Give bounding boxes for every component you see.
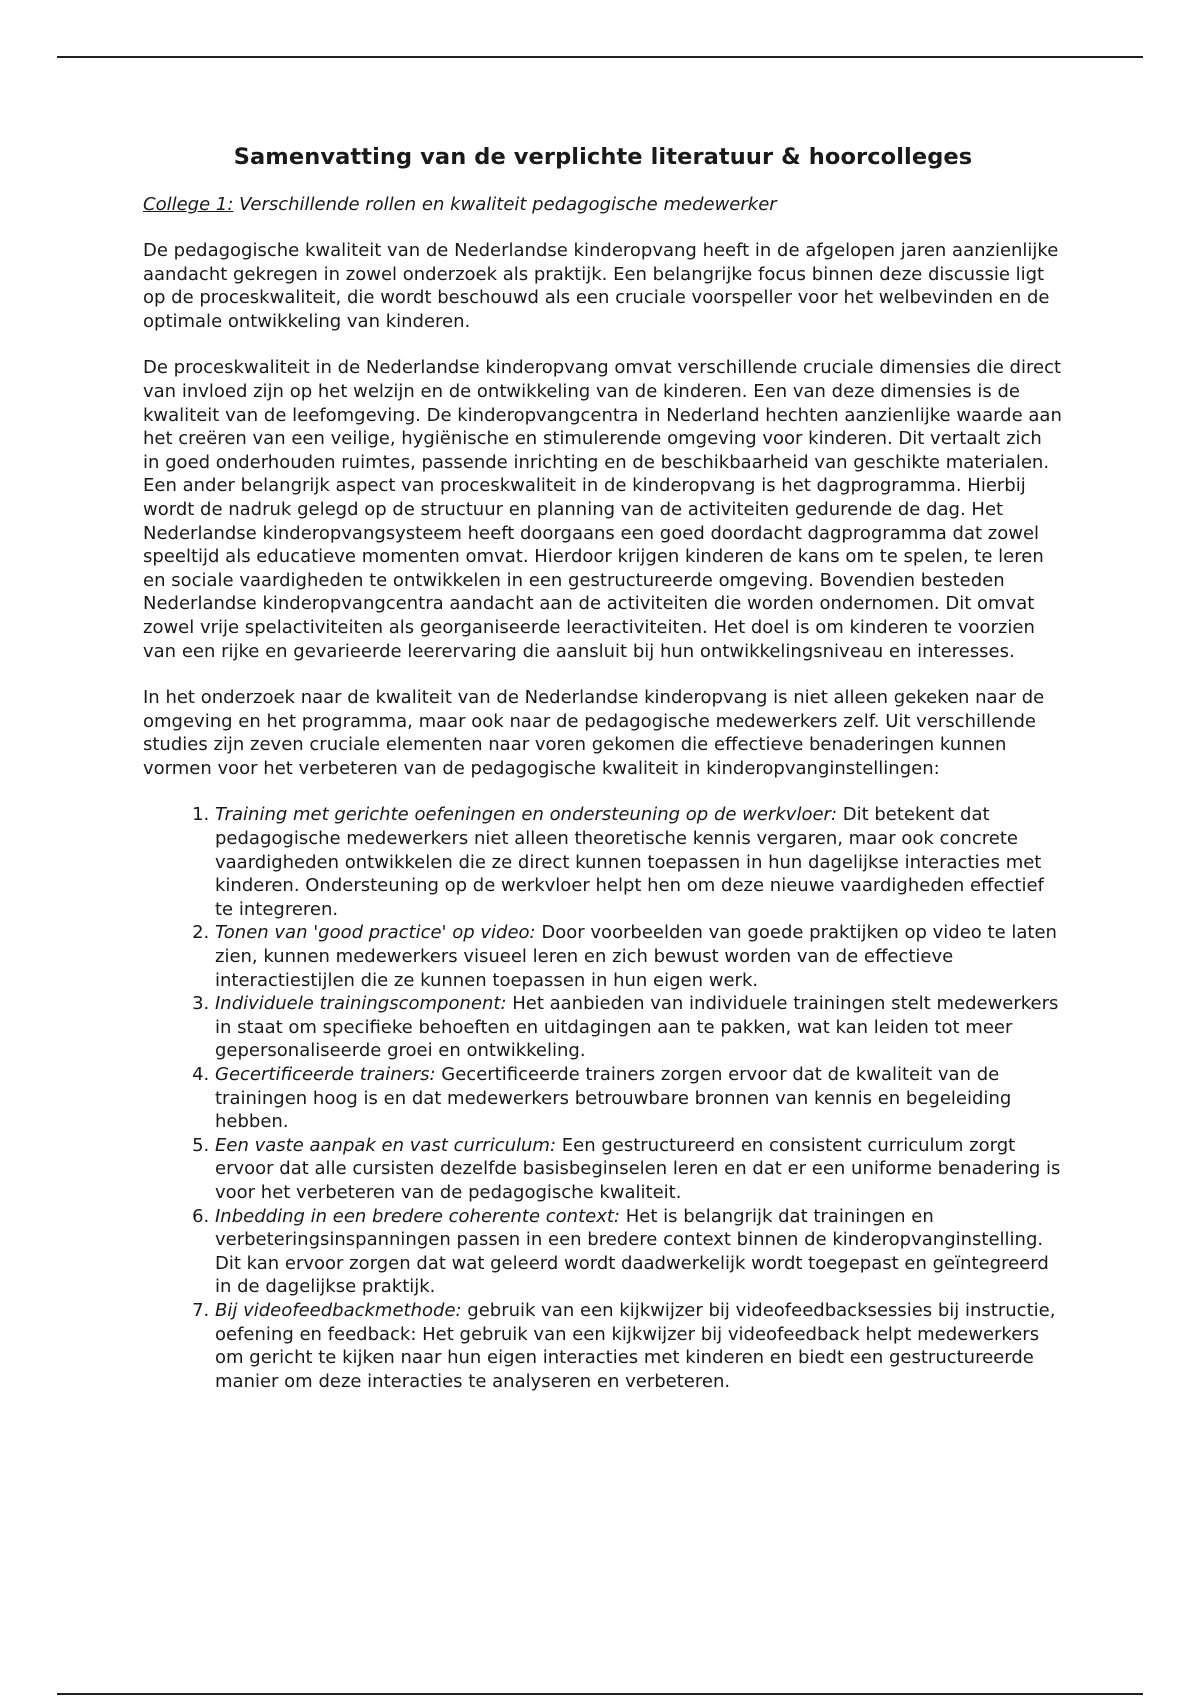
list-item	[215, 1134, 1063, 1205]
list-item-text: Dit betekent dat pedagogische medewerkers niet alleen theoretische kennis vergaren, maar ook concrete vaardigheden ontwikkelen die ze direct kunnen toepassen in hun dagelijkse interacties met kinderen. Ondersteuning op de werkvloer helpt hen om deze nieuwe vaardigheden effectief te integreren.	[215, 804, 1044, 920]
college-label: College 1:	[143, 194, 234, 215]
list-item-term: Gecertificeerde trainers:	[215, 1064, 436, 1085]
list-item-term: Tonen van 'good practice' op video:	[215, 922, 536, 944]
list-item-text: Het is belangrijk dat trainingen en verbeteringsinspanningen passen in een bredere context binnen de kinderopvanginstelling. Dit kan ervoor zorgen dat wat geleerd wordt daadwerkelijk wordt toegepast en geïntegreerd in de dagelijkse praktijk.	[215, 1205, 1049, 1298]
paragraph-proceskwaliteit: De proceskwaliteit in de Nederlandse kinderopvang omvat verschillende cruciale dimensies die direct van invloed zijn op het welzijn en de ontwikkeling van de kinderen. Een van deze dimensies is de kwaliteit van de leefomgeving. De kinderopvangcentra in Nederland hechten aanzienlijke waarde aan het creëren van een veilige, hygiënische en stimulerende omgeving voor kinderen. Dit vertaalt zich in goed onderhouden ruimtes, passende inrichting en de beschikbaarheid van geschikte materialen. Een ander belangrijk aspect van proceskwaliteit in de kinderopvang is het dagprogramma. Hierbij wordt de nadruk gelegd op de structuur en planning van de activiteiten gedurende de dag. Het Nederlandse kinderopvangsysteem heeft doorgaans een goed doordacht dagprogramma dat zowel speeltijd als educatieve momenten omvat. Hierdoor krijgen kinderen de kans om te spelen, te leren en sociale vaardigheden te ontwikkelen in een gestructureerde omgeving. Bovendien besteden Nederlandse kinderopvangcentra aandacht aan de activiteiten die worden ondernomen. Dit omvat zowel vrije spelactiviteiten als georganiseerde leeractiviteiten. Het doel is om kinderen te voorzien van een rijke en gevarieerde leerervaring die aansluit bij hun ontwikkelingsniveau en interesses.	[143, 357, 1062, 662]
list-item-term: Individuele trainingscomponent:	[215, 993, 507, 1015]
list-item-text: gebruik van een kijkwijzer bij videofeedbacksessies bij instructie, oefening en feedback: Het gebruik van een kijkwijzer bij videofeedback helpt medewerkers om gericht te kijken naar hun eigen interacties met kinderen en biedt een gestructureerde manier om deze interacties te analyseren en verbeteren.	[215, 1299, 1056, 1392]
list-item	[215, 921, 1063, 992]
list-item-term: Training met gerichte oefeningen en ondersteuning op de werkvloer:	[215, 804, 838, 826]
paragraph-intro: De pedagogische kwaliteit van de Nederlandse kinderopvang heeft in de afgelopen jaren aanzienlijke aandacht gekregen in zowel onderzoek als praktijk. Een belangrijke focus binnen deze discussie ligt op de proceskwaliteit, die wordt beschouwd als een cruciale voorspeller voor het welbevinden en de optimale ontwikkeling van kinderen.	[143, 240, 1059, 332]
document-title: Samenvatting van de verplichte literatuur & hoorcolleges	[233, 144, 973, 170]
list-item	[215, 1063, 1063, 1134]
document-page	[143, 140, 1063, 1393]
list-item-text: Een gestructureerd en consistent curriculum zorgt ervoor dat alle cursisten dezelfde basisbeginselen leren en dat er een uniforme benadering is voor het verbeteren van de pedagogische kwaliteit.	[215, 1134, 1061, 1203]
paragraph-medewerkers: In het onderzoek naar de kwaliteit van de Nederlandse kinderopvang is niet alleen gekeken naar de omgeving en het programma, maar ook naar de pedagogische medewerkers zelf. Uit verschillende studies zijn zeven cruciale elementen naar voren gekomen die effectieve benaderingen kunnen vormen voor het verbeteren van de pedagogische kwaliteit in kinderopvanginstellingen:	[143, 687, 1045, 779]
list-item-term: Inbedding in een bredere coherente context:	[215, 1205, 620, 1227]
header-rule	[57, 56, 1143, 58]
list-item-text: Het aanbieden van individuele trainingen stelt medewerkers in staat om specifieke behoeften en uitdagingen aan te pakken, wat kan leiden tot meer gepersonaliseerde groei en ontwikkeling.	[215, 993, 1059, 1062]
list-item-text: Door voorbeelden van goede praktijken op video te laten zien, kunnen medewerkers visueel leren en zich bewust worden van de effectieve interactiestijlen die ze kunnen toepassen in hun eigen werk.	[215, 922, 1057, 991]
college-heading	[143, 192, 1063, 218]
footer-rule	[57, 1693, 1143, 1695]
college-topic: Verschillende rollen en kwaliteit pedagogische medewerker	[239, 194, 777, 215]
list-item	[215, 1299, 1063, 1393]
list-item	[215, 803, 1063, 921]
list-item-text: Gecertificeerde trainers zorgen ervoor dat de kwaliteit van de trainingen hoog is en dat medewerkers betrouwbare bronnen van kennis en begeleiding hebben.	[215, 1064, 1012, 1133]
list-item	[215, 992, 1063, 1063]
elements-list	[143, 803, 1063, 1393]
list-item	[215, 1205, 1063, 1299]
list-item-term: Een vaste aanpak en vast curriculum:	[215, 1134, 557, 1156]
list-item-term: Bij videofeedbackmethode:	[215, 1299, 462, 1321]
